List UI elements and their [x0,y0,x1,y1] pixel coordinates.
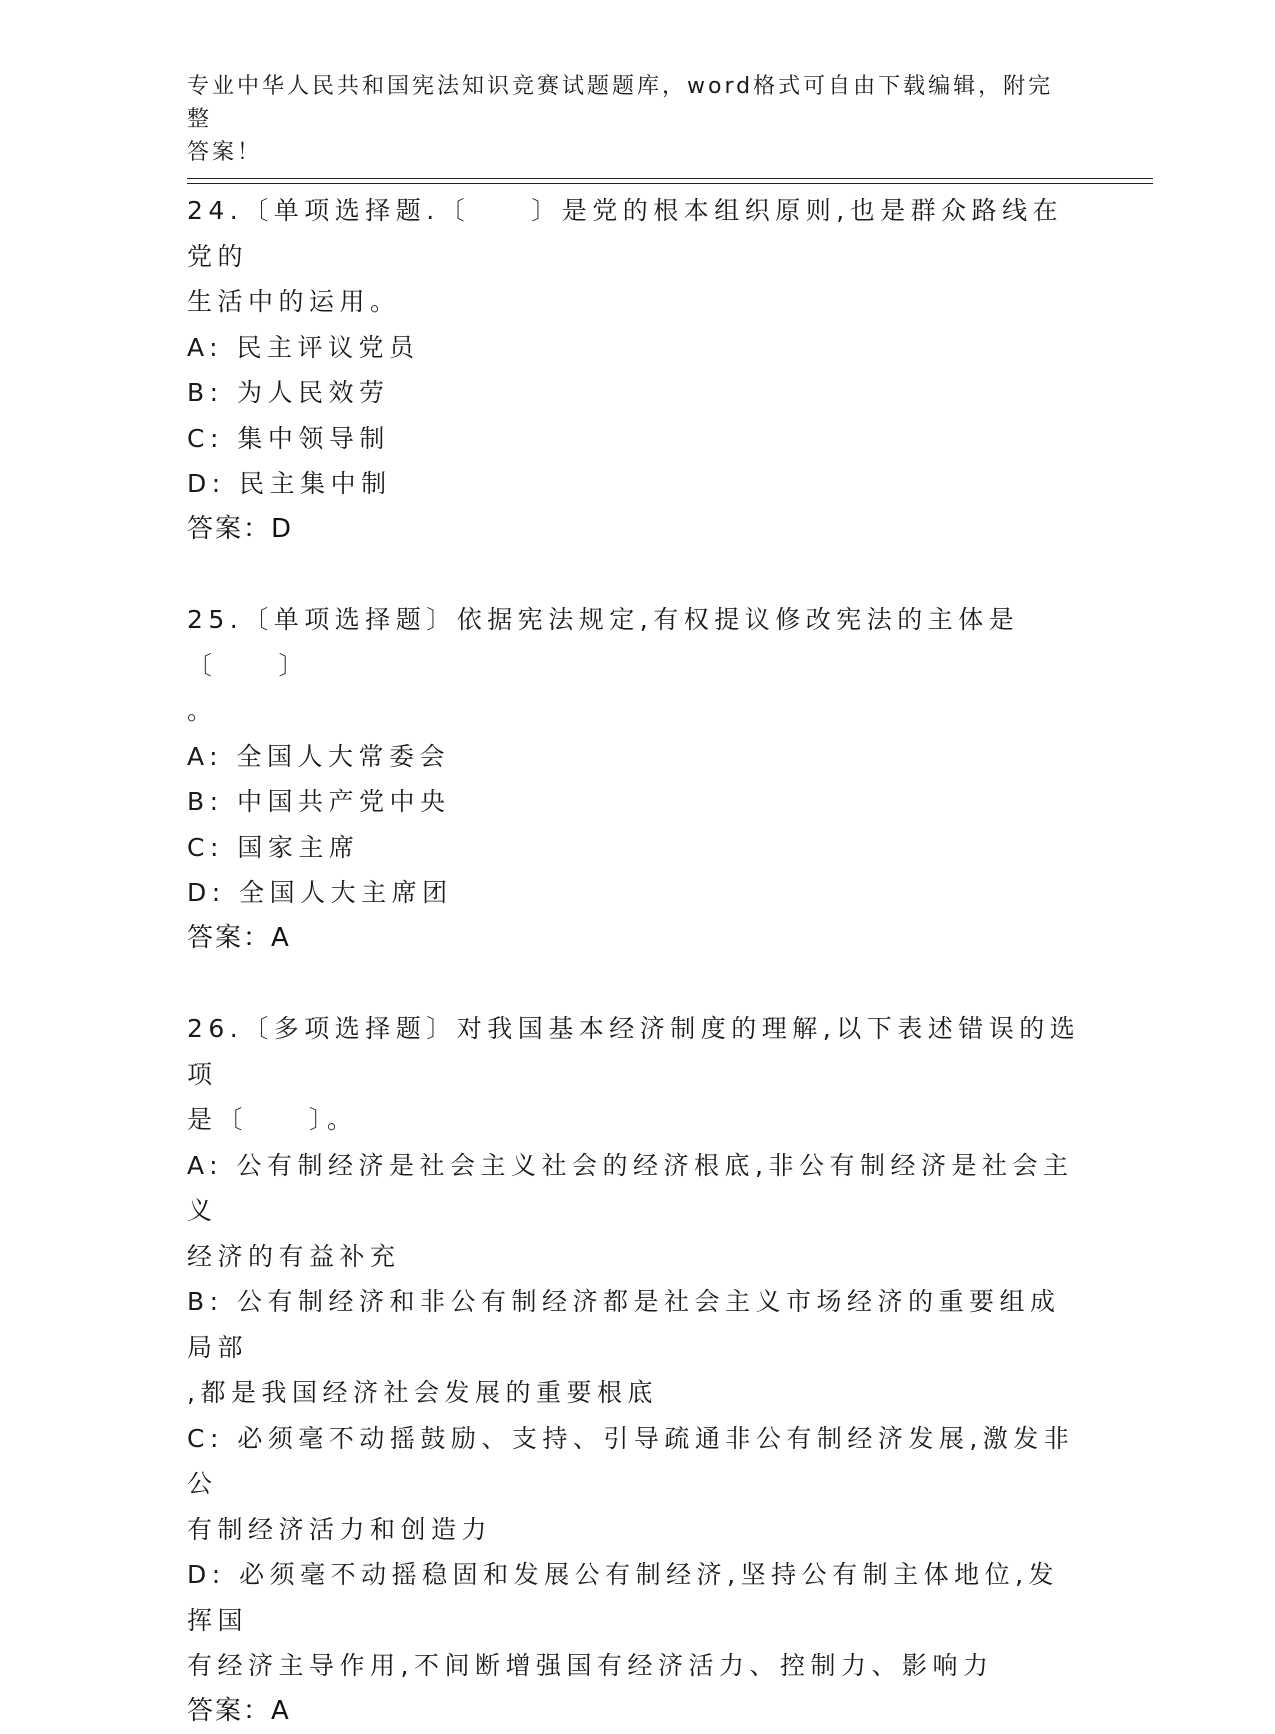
header-line-2: 答案！ [187,136,1067,169]
question-stem-line: 24.〔单项选择题.〔 〕是党的根本组织原则,也是群众路线在党的 [187,188,1087,279]
option-c: C: 集中领导制 [187,416,1087,462]
option-d: D: 民主集中制 [187,461,1087,507]
option-b: B: 公有制经济和非公有制经济都是社会主义市场经济的重要组成局部 [187,1279,1087,1370]
option-d: D: 必须毫不动摇稳固和发展公有制经济,坚持公有制主体地位,发挥国 [187,1552,1087,1643]
option-c: C: 必须毫不动摇鼓励、支持、引导疏通非公有制经济发展,激发非公 [187,1416,1087,1507]
answer: 答案：A [187,1689,1087,1734]
option-d: D: 全国人大主席团 [187,870,1087,916]
answer: 答案：D [187,507,1087,553]
option-a: A: 民主评议党员 [187,325,1087,371]
document-header [187,70,1067,169]
question-stem-line: 26.〔多项选择题〕对我国基本经济制度的理解,以下表述错误的选项 [187,1006,1087,1097]
question-24 [187,188,1087,552]
option-b: B: 中国共产党中央 [187,779,1087,825]
question-stem-line: 是〔 〕。 [187,1097,1087,1143]
question-stem-line: 生活中的运用。 [187,279,1087,325]
option-a: A: 公有制经济是社会主义社会的经济根底,非公有制经济是社会主义 [187,1143,1087,1234]
option-a-continued: 经济的有益补充 [187,1234,1087,1280]
question-stem-line: 。 [187,688,1087,734]
option-b: B: 为人民效劳 [187,370,1087,416]
question-spacer [187,961,1087,1006]
option-c: C: 国家主席 [187,825,1087,871]
question-spacer [187,552,1087,597]
question-list [187,188,1087,1734]
header-divider-top [187,178,1153,179]
option-b-continued: ,都是我国经济社会发展的重要根底 [187,1370,1087,1416]
question-26 [187,1006,1087,1734]
header-divider-bottom [187,183,1153,184]
question-stem-line: 25.〔单项选择题〕依据宪法规定,有权提议修改宪法的主体是〔 〕 [187,597,1087,688]
option-d-continued: 有经济主导作用,不间断增强国有经济活力、控制力、影响力 [187,1643,1087,1689]
answer: 答案：A [187,916,1087,962]
option-c-continued: 有制经济活力和创造力 [187,1507,1087,1553]
header-line-1: 专业中华人民共和国宪法知识竞赛试题题库，word格式可自由下载编辑，附完整 [187,70,1067,136]
question-25 [187,597,1087,961]
option-a: A: 全国人大常委会 [187,734,1087,780]
